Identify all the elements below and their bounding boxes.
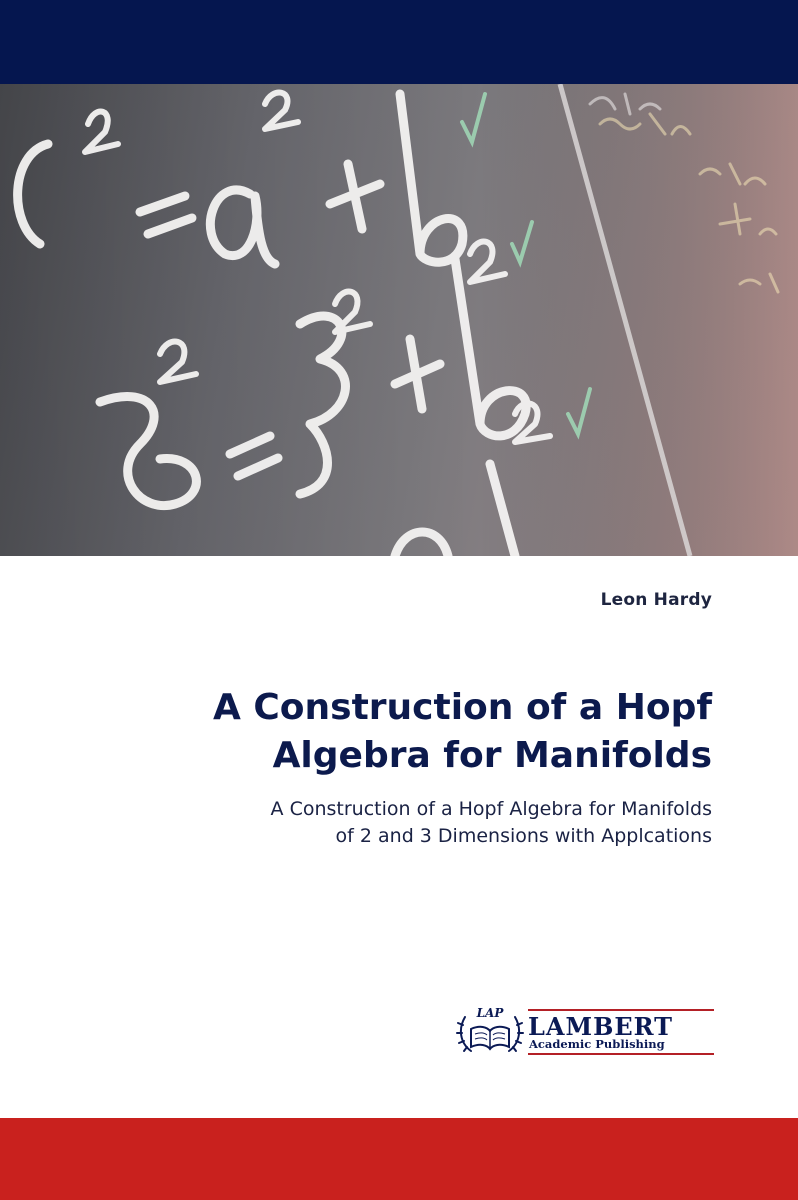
svg-text:LAP: LAP	[476, 1006, 504, 1020]
subtitle-line-2: of 2 and 3 Dimensions with Applcations	[335, 825, 712, 847]
publisher-rule-top	[528, 1009, 714, 1011]
subtitle-line-1: A Construction of a Hopf Algebra for Manifolds	[270, 798, 712, 820]
author-name: Leon Hardy	[600, 590, 712, 610]
title-line-1: A Construction of a Hopf	[212, 687, 712, 728]
bottom-color-band	[0, 1118, 798, 1200]
publisher-subname: Academic Publishing	[529, 1037, 665, 1051]
publisher-logo	[455, 1003, 717, 1059]
chalkboard-photo	[0, 84, 798, 556]
publisher-name: LAMBERT	[528, 1012, 674, 1041]
book-title	[72, 684, 712, 780]
chalkboard-equations-image	[0, 84, 798, 556]
publisher-rule-bottom	[528, 1053, 714, 1055]
top-color-band	[0, 0, 798, 84]
book-subtitle	[72, 796, 712, 850]
title-line-2: Algebra for Manifolds	[272, 735, 712, 776]
open-book-laurel-icon	[455, 1003, 525, 1059]
